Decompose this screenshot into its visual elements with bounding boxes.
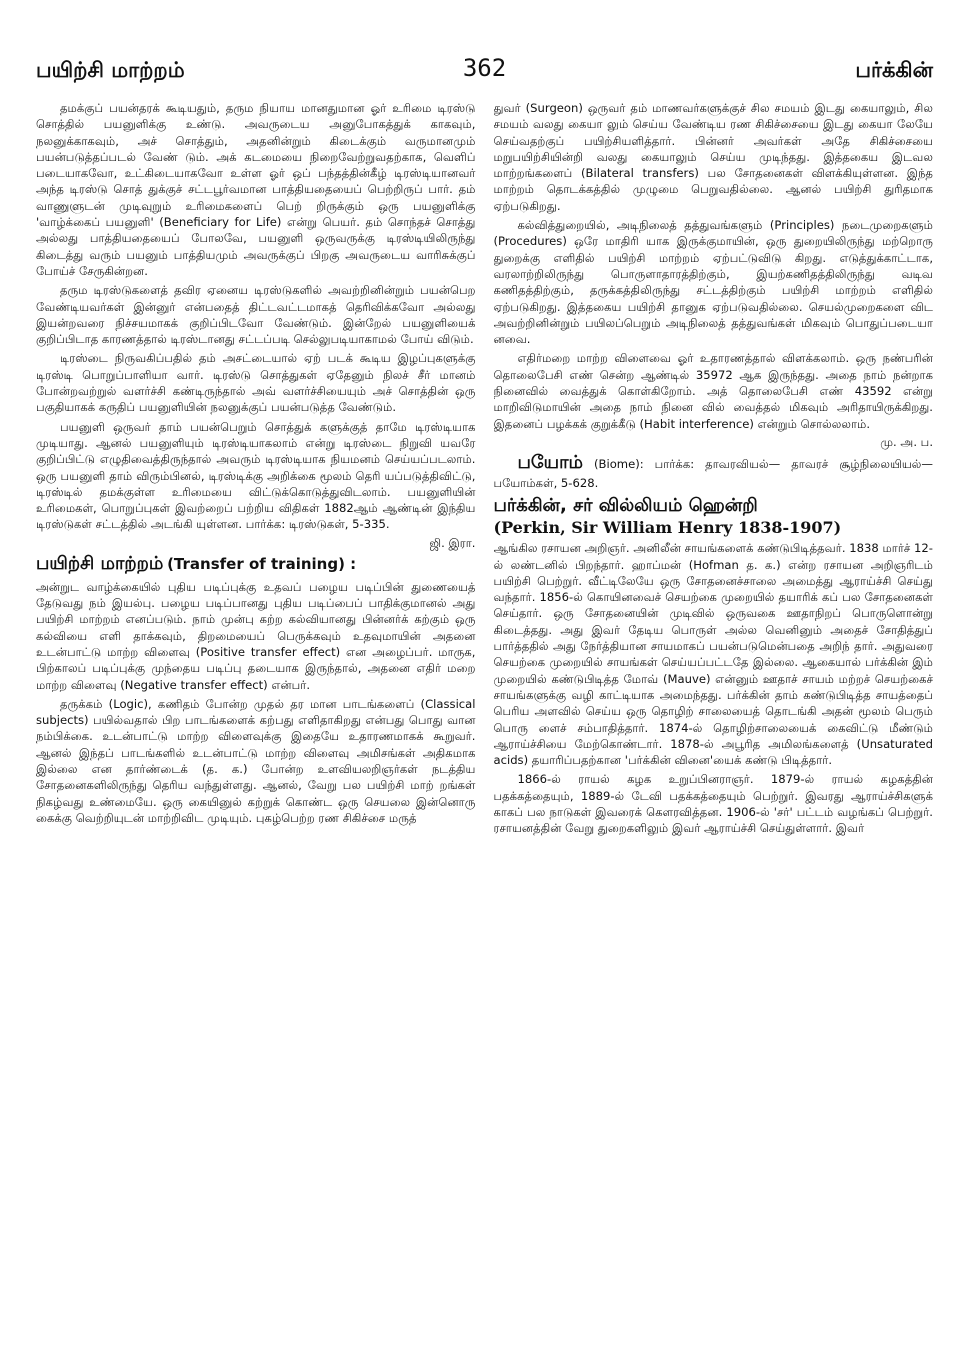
entry-title-english: (Perkin, Sir William Henry 1838-1907) xyxy=(493,518,842,538)
biome-entry xyxy=(494,451,934,491)
author-signature: ஜி. இரா. xyxy=(429,535,476,550)
paragraph: தமக்குப் பயன்தரக் கூடியதும், தரும நியாய மானதுமான ஓர் உரிமை டிரஸ்டு சொத்தில் பயனுளிக்கு உண்டு. அவருடைய அனுபோகத்துக் காகவும், நலனுக்காகவும், அச் சொத்தும், அதனின்றும் கிடைக்கும் வருமானமும் பயன்படுத்தப்படல் வேண் டும். அக் கடமையை நிறைவேற்றுவதற்காக, வெளிப் படையாகவோ, உட்கிடையாகவோ உள்ள ஓர் ஒப் பந்தத்தின்கீழ் டிரஸ்டியானவர் அந்த டிரஸ்டு சொத் துக்குச் சட்டபூர்வமான பாத்தியதையைப் பெற்றிருப் பார். தம் வாணுளுடன் முடிவுறும் உரிமைகளைப் பெற் றிருக்கும் ஒரு பயனுளிக்கு 'வாழ்க்கைப் பயனுளி' (Beneficiary for Life) என்று பெயர். தம் சொந்தச் சொத்து அல்லது பாத்தியதையைப் போலவே, பயனுளி ஒருவருக்கு டிரஸ்டியிலிருந்து கிடைத்து வரும் பயனும் பாத்தியமும் அவருக்குப் பிறகு அவருடைய வாரிசுக்குப் போய்ச் சேருகின்றன. xyxy=(36,101,476,278)
page-number: 362 xyxy=(462,54,507,82)
author-signature: மு. அ. ப. xyxy=(880,434,933,449)
paragraph: எதிர்மறை மாற்ற விளைவை ஓர் உதாரணத்தால் விளக்கலாம். ஒரு நண்பரின் தொலைபேசி எண் சென்ற ஆண்டில் 35972 ஆக இருந்தது. அதை நாம் நன்றாக நினைவில் வைத்துக் கொள்கிறோம். அத் தொலைபேசி எண் 43592 என்று மாறிவிடுமாயின் அதை நாம் நினை வில் வைத்தல் மிகவும் அரிதாயிருக்கிறது. இதனைப் பழக்கக் குறுக்கீடு (Habit interference) என்றும் சொல்லலாம். xyxy=(493,351,933,431)
paragraph: டிரஸ்டை நிருவகிப்பதில் தம் அசட்டையால் ஏற் படக் கூடிய இழப்புகளுக்கு டிரஸ்டி பொறுப்பாளியா வார். டிரஸ்டு சொத்துகள் ஏதேனும் நிலச் சீர் மானம் போன்றவற்றுல் வளர்ச்சி கண்டிருந்தால் அவ் வளர்ச்சியையும் அச் சொத்தின் ஒரு பகுதியாகக் கருதிப் பயனுளியின் நலனுக்குப் பயன்படுத்த வேண்டும். xyxy=(36,351,476,415)
right-column xyxy=(494,100,934,1351)
two-column-body xyxy=(36,100,933,1351)
entry-title: பயிற்சி மாற்றம் xyxy=(36,552,164,574)
entry-heading xyxy=(36,552,476,576)
page-header xyxy=(36,54,933,92)
paragraph: துவர் (Surgeon) ஒருவர் தம் மாணவர்களுக்குச் சில சமயம் இடது கையாலும், சில சமயம் வலது கையா லும் செய்ய வேண்டிய ரண சிகிச்சையை இடது கையா லேயே செய்வதற்குப் பயிற்சியளித்தார். பின்னர் அவர்கள் அதே சிகிச்சையை மறுபயிற்சியின்றி வலது கையாலும் செய்ய முடிந்தது. இத்தகைய இடவல மாற்றங்களைப் (Bilateral transfers) பல சோதனைகள் விளக்கியுள்ளன. இந்த மாற்றம் தொடக்கத்தில் முழுமை பெறுவதில்லை. ஆனல் பயிற்சி துரிதமாக ஏற்படுகிறது. xyxy=(493,101,933,213)
entry-title: பர்க்கின், சர் வில்லியம் ஹென்றி xyxy=(493,495,758,517)
header-left-keyword: பயிற்சி மாற்றம் xyxy=(36,58,185,82)
cross-reference: (Biome): பார்க்க: தாவரவியல்— தாவரச் சூழ்நிலையியல்—பயோம்கள், 5-628. xyxy=(493,456,933,490)
entry-title-english: (Transfer of training) : xyxy=(167,554,357,573)
paragraph: தரும டிரஸ்டுகளைத் தவிர ஏனைய டிரஸ்டுகளில் அவற்றினின்றும் பயன்பெற வேண்டியவர்கள் இன்னுர் என்பதைத் திட்டவட்டமாகத் தெரிவிக்கவோ அல்லது இயன்றவரை நிச்சயமாகக் குறிப்பிடவோ வேண்டும். இன்றேல் பயனுளியைக் குறிப்பிடாத காரணத்தால் டிரஸ்டானது சட்டப்படி செல்லுபடியாகாமல் போய் விடும். xyxy=(36,283,476,347)
paragraph: அன்றுட வாழ்க்கையில் புதிய படிப்புக்கு உதவப் பழைய படிப்பின் துணையைத் தேடுவது நம் இயல்பு. பழைய படிப்பானது புதிய படிப்பைப் பாதிக்குமானல் அது பயிற்சி மாற்றம் எனப்படும். நாம் முன்பு கற்ற கல்வியானது பின்னர்க் கற்கும் ஒரு கல்வியை எளி தாக்கவும், திறமையைப் பெருக்கவும் உதவுமாயின் அதனை உடன்பாட்டு மாற்ற விளைவு (Positive transfer effect) என அழைப்பர். மாருக, பிற்காலப் படிப்புக்கு முந்தைய படிப்பு தடையாக இருந்தால், அதனை எதிர் மறை மாற்ற விளைவு (Negative transfer effect) என்பர். xyxy=(36,579,476,692)
paragraph: பயனுளி ஒருவர் தாம் பயன்பெறும் சொத்துக் களுக்குத் தாமே டிரஸ்டியாக முடியாது. ஆனல் பயனுளியும் டிரஸ்டியாகலாம் என்று டிரஸ்டை நிறுவி யவரே குறிப்பிட்டு எழுதிவைத்திருந்தால் அவரும் டிரஸ்டியாக நியமனம் செய்யப்படலாம். ஒரு பயனுளி தாம் விரும்பினல், டிரஸ்டிக்கு அறிக்கை மூலம் தெரி யப்படுத்திவிட்டு, டிரஸ்டில் தமக்குள்ள உரிமையை விட்டுக்கொடுத்துவிடலாம். பயனுளியின் உரிமைகள், பொறுப்புகள் இவற்றைப் பற்றிய விதிகள் 1882ஆம் ஆண்டின் இந்திய டிரஸ்டுகள் சட்டத்தில் அடங்கி யுள்ளன. பார்க்க: டிரஸ்டுகள், 5-335. xyxy=(36,419,476,532)
paragraph: 1866-ல் ராயல் கழக உறுப்பினராஞர். 1879-ல் ராயல் கழகத்தின் பதக்கத்தையும், 1889-ல் டேவி பதக்கத்தையும் பெற்றுர். இவரது ஆராய்ச்சிகளுக் காகப் பல நாடுகள் இவரைக் கௌரவித்தன. 1906-ல் 'சர்' பட்டம் வழங்கப் பெற்றுர். ரசாயனத்தின் வேறு துறைகளிலும் இவர் ஆராய்ச்சி செய்துள்ளார். இவர் xyxy=(493,772,933,836)
header-right-keyword: பர்க்கின் xyxy=(855,58,933,82)
paragraph: தருக்கம் (Logic), கணிதம் போன்ற முதல் தர மான பாடங்களைப் (Classical subjects) பயில்வதால் பிற பாடங்களைக் கற்பது எளிதாகிறது என்பது பொது வான நம்பிக்கை. உடன்பாட்டு மாற்ற விளைவுக்கு இதையே உதாரணமாகக் கூறுவர். ஆனல் இந்தப் பாடங்களில் உடன்பாட்டு மாற்ற விளைவு அமிசங்கள் அதிகமாக இல்லை என தார்ண்டைக் (த. க.) போன்ற உளவியலறிஞர்கள் நடத்திய சோதனைகளிலிருந்து தெரிய வந்துள்ளது. ஆனல், வேறு பல பயிற்சி மாற் றங்கள் நிகழ்வது உண்மையே. ஒரு கையினுல் கற்றுக் கொண்ட ஒரு செயலை இன்னொரு கைக்கு வெற்றியுடன் மாற்றிவிட முடியும். புகழ்பெற்ற ரண சிகிச்சை மருத் xyxy=(36,696,476,825)
entry-title: பயோம் xyxy=(517,451,583,473)
left-column xyxy=(36,100,476,1351)
paragraph: கல்வித்துறையில், அடிநிலைத் தத்துவங்களும் (Principles) நடைமுறைகளும் (Procedures) ஒரே மாதிரி யாக இருக்குமாயின், ஒரு துறையிலிருந்து மற்றொரு துறைக்கு எளிதில் பயிற்சி மாற்றம் ஏற்பட்டுவிடு கிறது. எடுத்துக்காட்டாக, வரலாற்றிலிருந்து பொருளாதாரத்திற்கும், இயற்கணிதத்திலிருந்து வடிவ கணிதத்திற்கும், தருக்கத்திலிருந்து சட்டத்திற்கும் பயிற்சி மாற்றம் எளிதில் ஏற்படுகிறது. இத்தகைய பயிற்சி தானுக ஏற்படுவதில்லை. செயல்முறைகளை விட அவற்றினின்றும் பயிலப்பெறும் அடிநிலைத் தத்துவங்கள் மிகவும் பொதுப்படையா னவை. xyxy=(493,218,933,347)
paragraph: ஆங்கில ரசாயன அறிஞர். அனிலீன் சாயங்களைக் கண்டுபிடித்தவர். 1838 மார்ச் 12-ல் லண்டனில் பிறந்தார். ஹாப்மன் (Hofman த. க.) என்ற ரசாயன அறிஞரிடம் பயிற்சி பெற்றுர். வீட்டிலேயே ஒரு சோதனைச்சாலை அமைத்து ஆராய்ச்சி செய்து வந்தார். 1856-ல் கொயினவைச் செயற்கை முறையில் தயாரிக் கப் பல சோதனைகள் செய்தார். ஒரு சோதனையின் முடிவில் ஒருவகை ஊதாநிறப் பொருளொன்று கிடைத்தது. அது இவர் தேடிய பொருள் அல்ல வெனினும் அதைச் சோதித்துப் பார்த்ததில் அது நேர்த்தியான சாயமாகப் பயன்படுமென்பதை அறிந் தார். அதுவரை செயற்கை முறையில் சாயங்கள் செய்யப்பட்டதே இல்லை. ஆகையால் பர்க்கின் இம் முறையில் கண்டுபிடித்த மோவ் (Mauve) என்னும் ஊதாச் சாயம் மற்றச் செயற்கைச் சாயங்களுக்கு வழி காட்டியாக அமைந்தது. பர்க்கின் தாம் கண்டுபிடித்த சாயத்தைப் பெரிய அளவில் செய்ய ஒரு தொழிற் சாலையைத் தொடங்கி அதன் மூலம் பெரும் பொரு ளைச் சம்பாதித்தார். 1874-ல் தொழிற்சாலையைக் கைவிட்டு மீண்டும் ஆராய்ச்சியை மேற்கொண்டார். 1878-ல் அபூரித அமிலங்களைத் (Unsaturated acids) தயாரிப்பதற்கான 'பர்க்கின் வினை'யைக் கண்டு பிடித்தார். xyxy=(493,541,933,768)
